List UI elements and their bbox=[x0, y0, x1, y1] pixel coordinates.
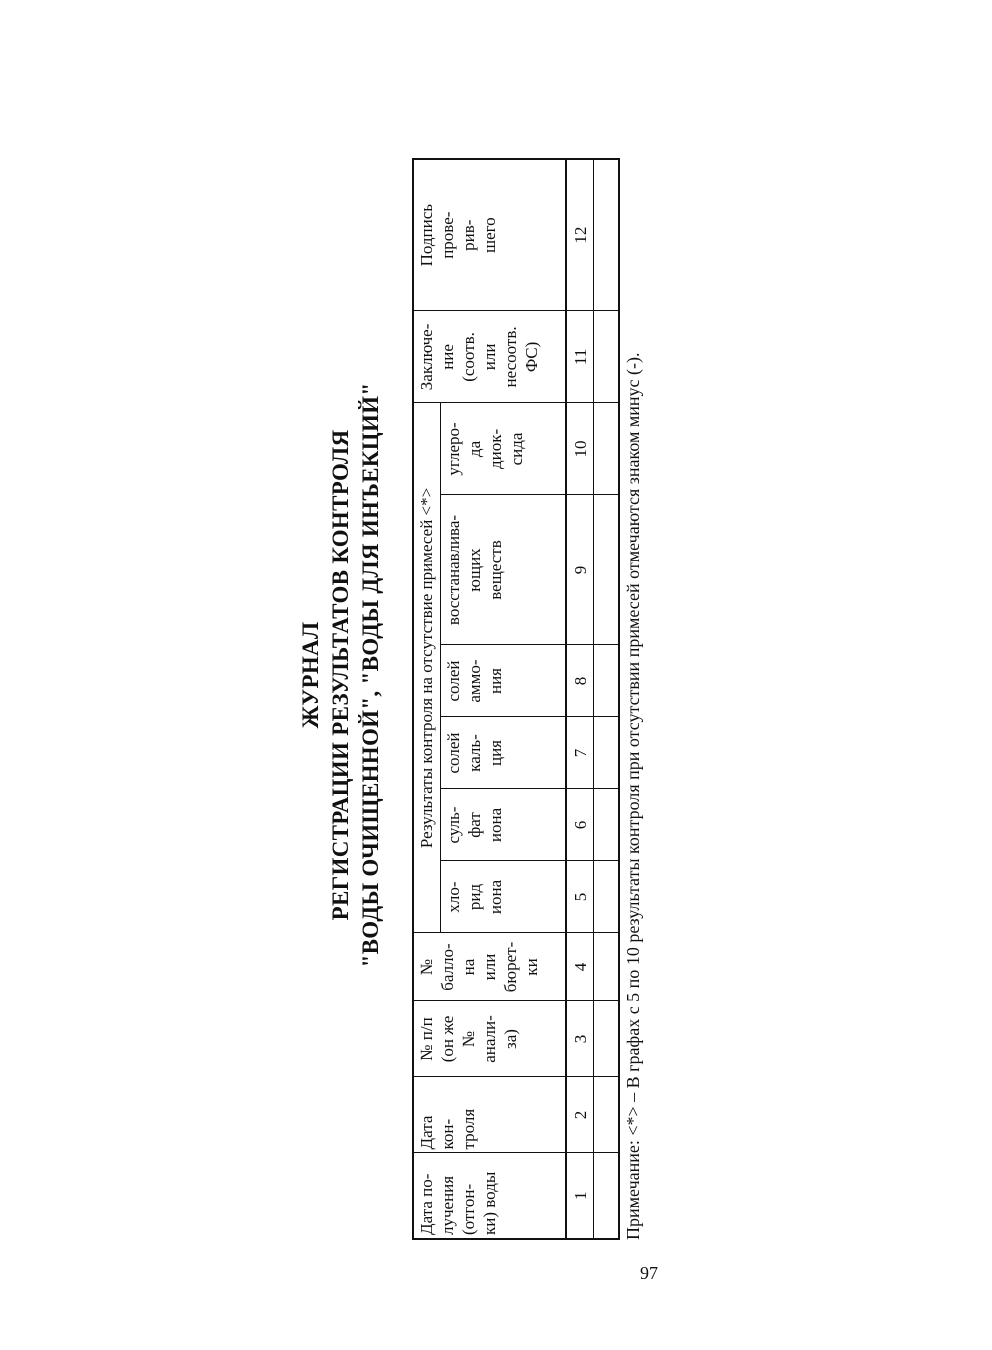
column-number: 1 bbox=[566, 1153, 594, 1239]
col-header-receipt-date: Дата по- лучения (отгон- ки) воды bbox=[413, 1153, 566, 1239]
column-number: 5 bbox=[566, 861, 594, 933]
page-number: 97 bbox=[640, 1263, 658, 1283]
journal-subject: "ВОДЫ ОЧИЩЕННОЙ", "ВОДЫ ДЛЯ ИНЪЕКЦИЙ" bbox=[358, 382, 383, 968]
table-cell bbox=[594, 789, 620, 861]
column-number: 3 bbox=[566, 1001, 594, 1077]
journal-title: ЖУРНАЛ bbox=[298, 621, 323, 729]
col-header-signature: Подпись прове- рив- шего bbox=[413, 159, 566, 311]
table-cell bbox=[594, 861, 620, 933]
column-number: 10 bbox=[566, 403, 594, 495]
table-cell bbox=[594, 311, 620, 403]
table-cell bbox=[594, 1001, 620, 1077]
table-cell bbox=[594, 645, 620, 717]
column-number: 4 bbox=[566, 933, 594, 1001]
column-numbers-row bbox=[566, 159, 594, 1239]
col-header-carbon-dioxide: углеро- да диок- сида bbox=[441, 403, 567, 495]
table-cell bbox=[594, 933, 620, 1001]
journal-subtitle: РЕГИСТРАЦИИ РЕЗУЛЬТАТОВ КОНТРОЛЯ bbox=[328, 429, 353, 921]
column-number: 7 bbox=[566, 717, 594, 789]
col-header-chloride: хло- рид иона bbox=[441, 861, 567, 933]
column-number: 12 bbox=[566, 159, 594, 311]
table-cell bbox=[594, 1153, 620, 1239]
table-cell bbox=[594, 495, 620, 645]
col-header-sulfate: суль- фат иона bbox=[441, 789, 567, 861]
table-cell bbox=[594, 1077, 620, 1153]
col-header-cylinder-number: № балло- на или бюрет- ки bbox=[413, 933, 566, 1001]
column-number: 8 bbox=[566, 645, 594, 717]
col-header-analysis-number: № п/п (он же № анали- за) bbox=[413, 1001, 566, 1077]
col-header-conclusion: Заключе- ние (соотв. или несоотв. ФС) bbox=[413, 311, 566, 403]
table-header-row bbox=[413, 159, 441, 1239]
column-number: 11 bbox=[566, 311, 594, 403]
table-cell bbox=[594, 159, 620, 311]
footnote: Примечание: <*> – В графах с 5 по 10 результаты контроля при отсутствии примесей отмечаются знаком минус (-). bbox=[623, 352, 643, 1240]
column-number: 2 bbox=[566, 1077, 594, 1153]
column-number: 6 bbox=[566, 789, 594, 861]
table-cell bbox=[594, 717, 620, 789]
col-header-ammonium: солей аммо- ния bbox=[441, 645, 567, 717]
table-row bbox=[594, 159, 620, 1239]
col-header-calcium: солей каль- ция bbox=[441, 717, 567, 789]
table-cell bbox=[594, 403, 620, 495]
col-header-control-date: Дата кон- троля bbox=[413, 1077, 566, 1153]
journal-table bbox=[412, 158, 620, 1240]
col-header-reducing-substances: восстанавлива- ющих веществ bbox=[441, 495, 567, 645]
column-number: 9 bbox=[566, 495, 594, 645]
group-header-impurity-results: Результаты контроля на отсутствие примесей <*> bbox=[413, 403, 441, 933]
